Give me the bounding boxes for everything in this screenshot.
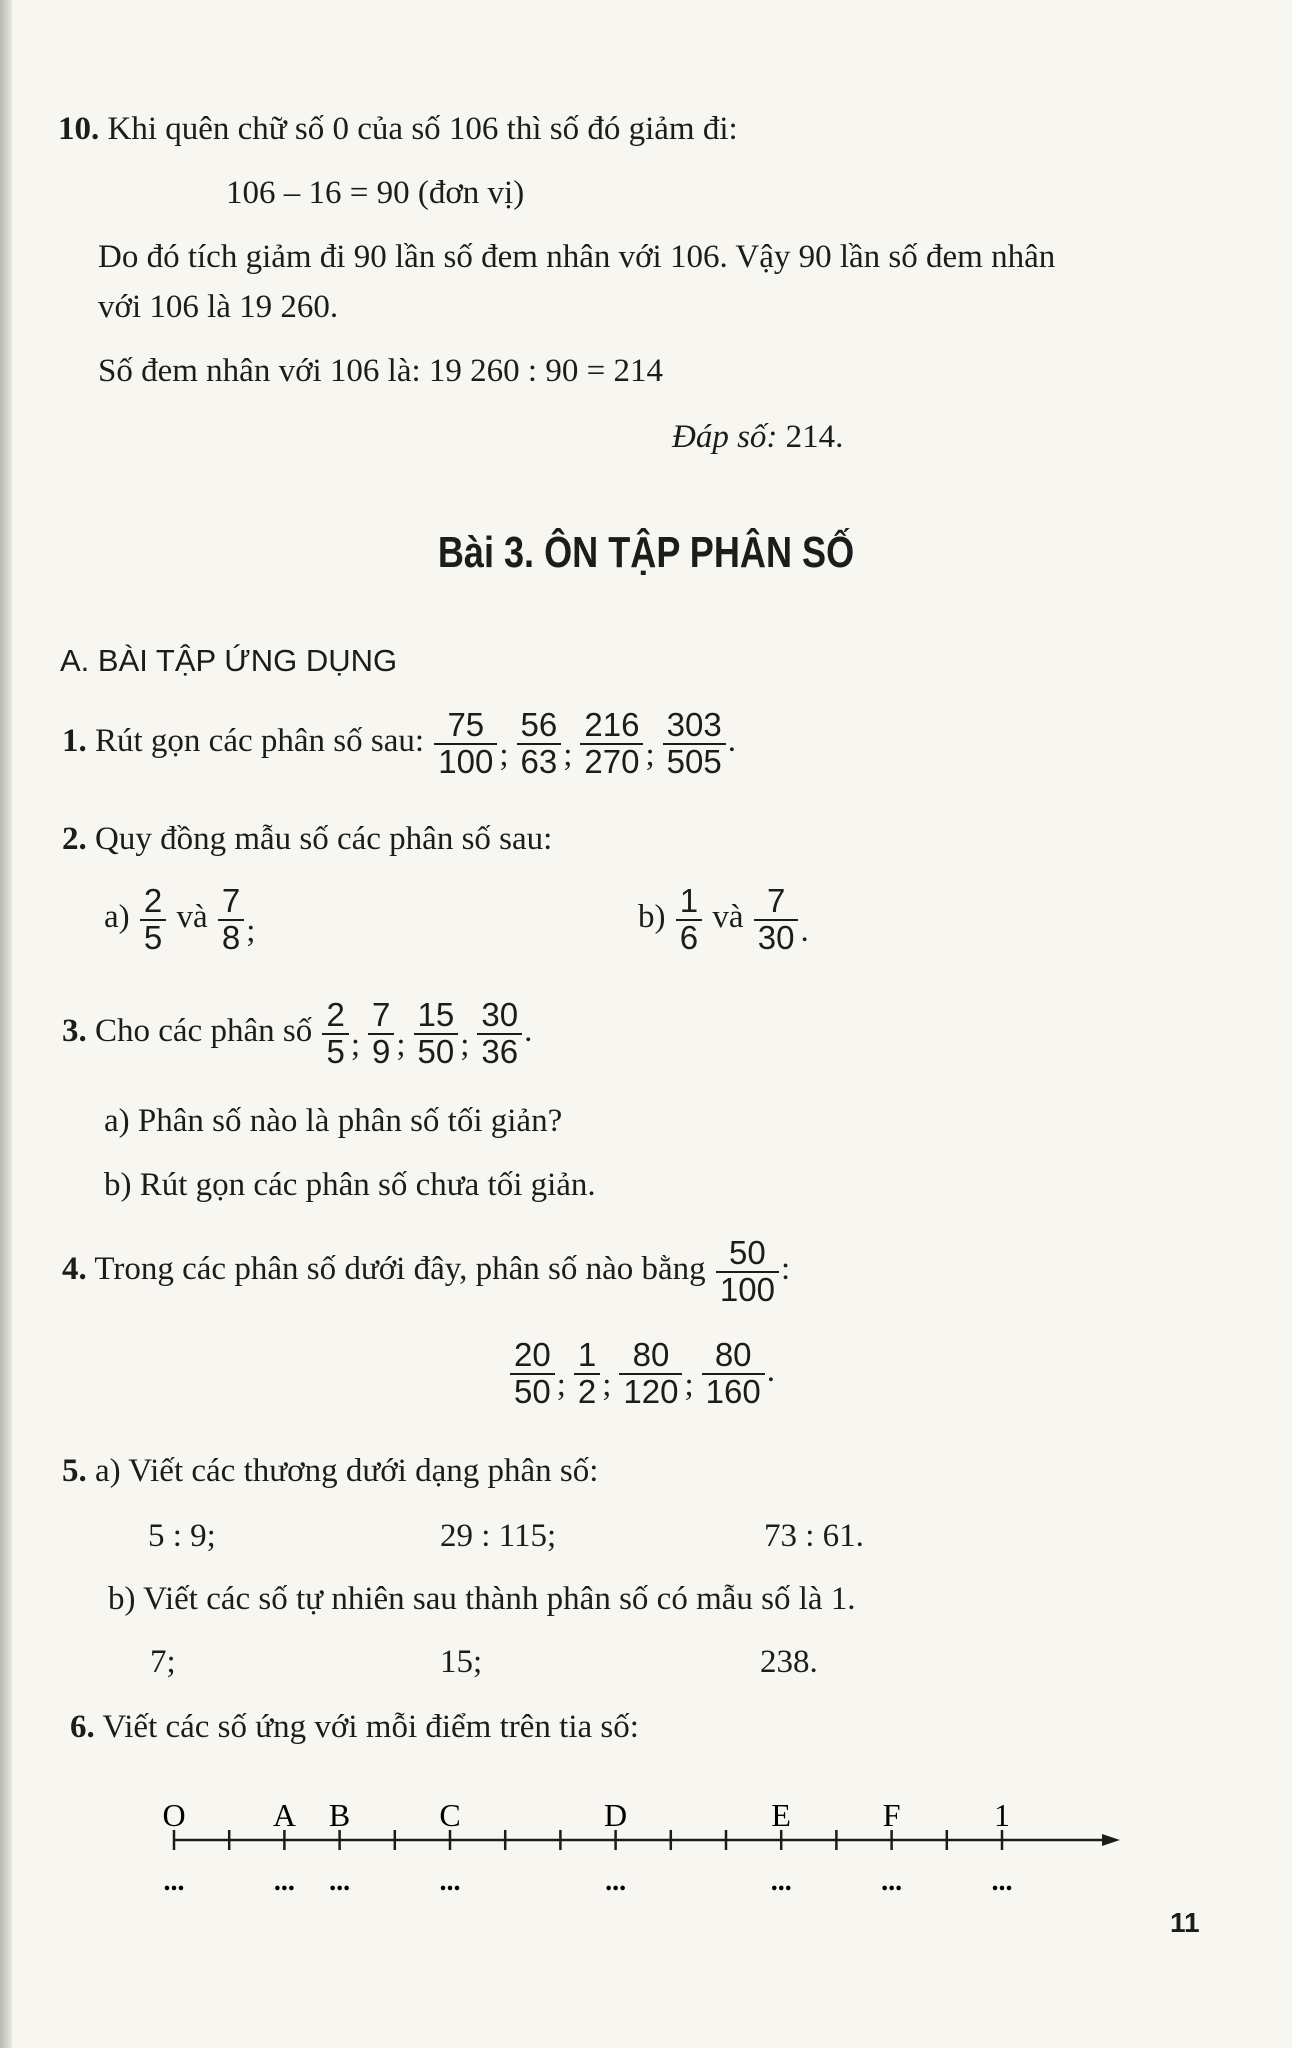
q4-fraction-2: $\frac{1}{2}$ <box>574 1338 600 1409</box>
q2-b-and: và <box>712 899 744 936</box>
q4-candidates <box>508 1338 775 1409</box>
q1-fraction-3: $\frac{216}{270}$ <box>580 708 643 779</box>
prob10-statement <box>58 110 738 150</box>
prob10-number: 10. <box>58 111 100 147</box>
answer-blank-d: ... <box>605 1866 627 1897</box>
q5-b-item-1: 7; <box>150 1644 176 1680</box>
q3 <box>62 998 532 1069</box>
q6 <box>70 1708 639 1748</box>
prob10-text: Khi quên chữ số 0 của số 106 thì số đó giảm đi: <box>107 111 738 147</box>
q2-number: 2. <box>62 821 87 857</box>
q4-fraction-4: $\frac{80}{160}$ <box>702 1338 765 1409</box>
q5-b-item-2: 15; <box>440 1644 483 1680</box>
answer-blank-f: ... <box>881 1866 903 1897</box>
point-label-c: C <box>439 1797 461 1833</box>
q1-text: Rút gọn các phân số sau: <box>95 723 425 760</box>
separator: ; <box>460 1027 470 1064</box>
answer-blank-o: ... <box>163 1866 185 1897</box>
separator: ; <box>563 737 573 774</box>
answer-label: Đáp số: <box>672 419 778 455</box>
q3-part-a: a) Phân số nào là phân số tối giản? <box>104 1103 563 1139</box>
q3-fraction-3: $\frac{15}{50}$ <box>414 998 459 1069</box>
number-line-arrow <box>1102 1834 1120 1846</box>
q5-b-text: b) Viết các số tự nhiên sau thành phân số có mẫu số là 1. <box>108 1581 856 1617</box>
q3-fraction-1: $\frac{2}{5}$ <box>322 998 348 1069</box>
q5-a-item-1: 5 : 9; <box>148 1518 216 1554</box>
prob10-line2: với 106 là 19 260. <box>98 289 339 325</box>
q6-number: 6. <box>70 1709 95 1745</box>
q5-a-item-3: 73 : 61. <box>764 1518 864 1554</box>
end-mark: . <box>766 1353 775 1390</box>
answer-blank-e: ... <box>770 1866 792 1897</box>
q4-text: Trong các phân số dưới đây, phân số nào bằng <box>94 1251 706 1288</box>
q2-a-label: a) <box>104 899 130 936</box>
point-label-e: E <box>771 1797 791 1833</box>
answer-blank-b: ... <box>329 1866 351 1897</box>
q4-target-fraction: $\frac{50}{100}$ <box>716 1236 779 1307</box>
q2-text: Quy đồng mẫu số các phân số sau: <box>95 821 553 857</box>
q5-a-text: a) Viết các thương dưới dạng phân số: <box>95 1453 599 1489</box>
prob10-calc: 106 – 16 = 90 (đơn vị) <box>226 175 525 211</box>
q5-b-item-3: 238. <box>760 1644 818 1680</box>
q2 <box>62 820 552 860</box>
separator: ; <box>602 1367 612 1404</box>
prob10-line3: Số đem nhân với 106 là: 19 260 : 90 = 214 <box>98 353 663 389</box>
q4-fraction-3: $\frac{80}{120}$ <box>619 1338 682 1409</box>
q1-fraction-4: $\frac{303}{505}$ <box>663 708 726 779</box>
q3-number: 3. <box>62 1013 87 1050</box>
answer-blank-a: ... <box>273 1866 295 1897</box>
q4-number: 4. <box>62 1251 87 1288</box>
lesson-title: Bài 3. ÔN TẬP PHÂN SỐ <box>437 528 855 577</box>
answer-blank-c: ... <box>439 1866 461 1897</box>
page-binding-edge <box>0 0 12 2048</box>
q3-fraction-4: $\frac{30}{36}$ <box>477 998 522 1069</box>
q5-number: 5. <box>62 1453 87 1489</box>
q2-a-fraction-1: $\frac{2}{5}$ <box>140 884 166 955</box>
q5 <box>62 1452 598 1492</box>
end-mark: . <box>727 723 736 760</box>
q1-number: 1. <box>62 723 87 760</box>
q2-b-fraction-1: $\frac{1}{6}$ <box>676 884 702 955</box>
q2-b-label: b) <box>638 899 666 936</box>
separator: ; <box>350 1027 360 1064</box>
prob10-line1: Do đó tích giảm đi 90 lần số đem nhân với 106. Vậy 90 lần số đem nhân <box>98 239 1056 275</box>
number-line <box>0 1780 1292 1930</box>
point-label-b: B <box>328 1797 351 1833</box>
q1-fraction-2: $\frac{56}{63}$ <box>517 708 562 779</box>
q3-fraction-2: $\frac{7}{9}$ <box>368 998 394 1069</box>
end-mark: . <box>800 913 809 950</box>
q1-fraction-1: $\frac{75}{100}$ <box>434 708 497 779</box>
page-number: 11 <box>1170 1907 1200 1938</box>
q2-part-b <box>638 884 815 955</box>
colon: : <box>780 1251 791 1288</box>
point-label-d: D <box>604 1797 628 1833</box>
separator: ; <box>684 1367 694 1404</box>
separator: ; <box>556 1367 566 1404</box>
q2-b-fraction-2: $\frac{7}{30}$ <box>754 884 799 955</box>
separator: ; <box>396 1027 406 1064</box>
q2-a-fraction-2: $\frac{7}{8}$ <box>218 884 244 955</box>
point-label-f: F <box>882 1797 901 1833</box>
prob10-answer <box>672 418 843 458</box>
answer-blank-1: ... <box>991 1866 1013 1897</box>
separator: ; <box>645 737 655 774</box>
q3-part-b: b) Rút gọn các phân số chưa tối giản. <box>104 1167 596 1203</box>
answer-value: 214. <box>785 419 844 455</box>
end-mark: ; <box>246 913 256 950</box>
q1 <box>62 708 736 779</box>
q2-part-a <box>104 884 261 955</box>
q6-text: Viết các số ứng với mỗi điểm trên tia số: <box>102 1709 639 1745</box>
q4 <box>62 1236 790 1307</box>
separator: ; <box>499 737 509 774</box>
q3-text: Cho các phân số <box>95 1013 313 1050</box>
q4-fraction-1: $\frac{20}{50}$ <box>510 1338 555 1409</box>
q5-a-item-2: 29 : 115; <box>440 1518 557 1554</box>
point-label-o: O <box>162 1797 186 1833</box>
q2-a-and: và <box>176 899 208 936</box>
point-label-a: A <box>272 1797 296 1833</box>
section-a-heading: A. BÀI TẬP ỨNG DỤNG <box>60 643 398 678</box>
point-label-1: 1 <box>994 1797 1010 1833</box>
end-mark: . <box>524 1013 533 1050</box>
